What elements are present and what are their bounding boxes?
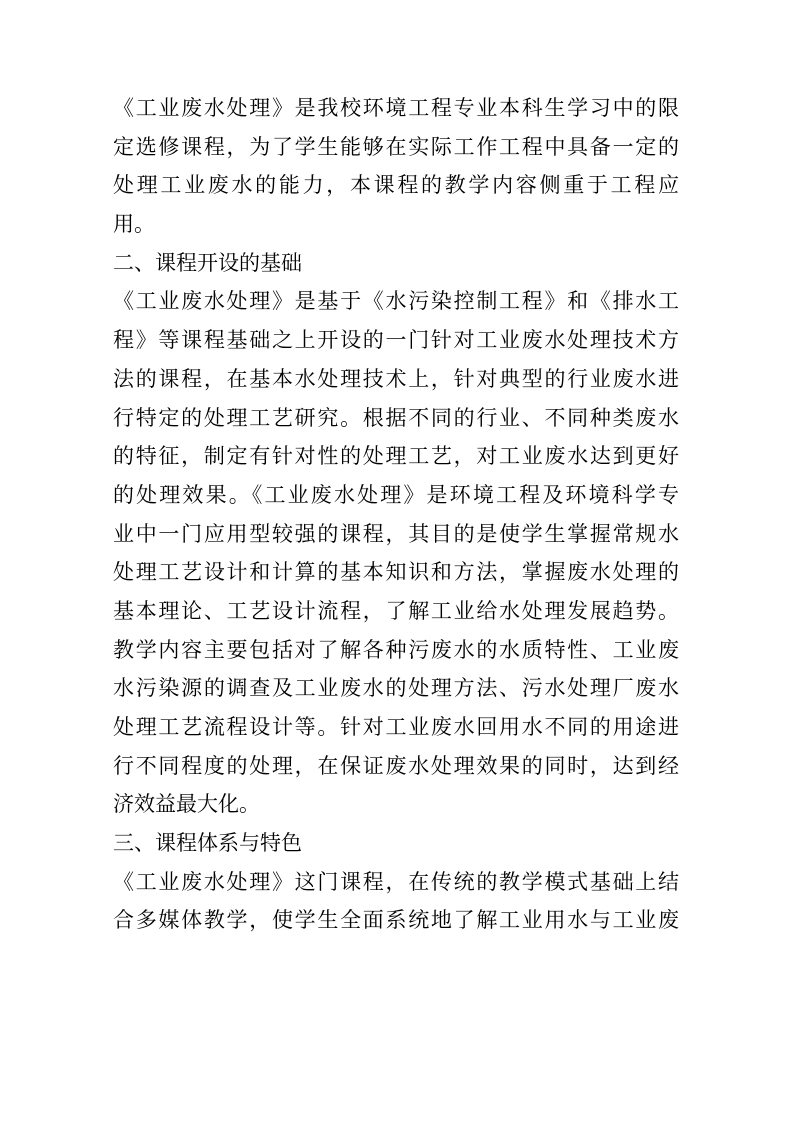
text-line: 行不同程度的处理，在保证废水处理效果的同时，达到经 xyxy=(113,753,679,778)
text-line: 合多媒体教学，使学生全面系统地了解工业用水与工业废 xyxy=(113,908,679,933)
text-line: 《工业废水处理》这门课程，在传统的教学模式基础上结 xyxy=(113,869,679,894)
text-line: 《工业废水处理》是基于《水污染控制工程》和《排水工 xyxy=(113,289,679,314)
text-line: 济效益最大化。 xyxy=(113,792,260,817)
paragraph-course-intro xyxy=(113,89,679,244)
text-line: 业中一门应用型较强的课程，其目的是使学生掌握常规水 xyxy=(113,521,679,546)
text-line: 行特定的处理工艺研究。根据不同的行业、不同种类废水 xyxy=(113,405,679,430)
text-line: 处理工艺流程设计等。针对工业废水回用水不同的用途进 xyxy=(113,715,679,739)
text-line: 水污染源的调查及工业废水的处理方法、污水处理厂废水 xyxy=(113,676,679,701)
text-line: 教学内容主要包括对了解各种污废水的水质特性、工业废 xyxy=(113,637,679,662)
text-line: 《工业废水处理》是我校环境工程专业本科生学习中的限 xyxy=(113,96,679,120)
text-line: 用。 xyxy=(113,212,155,237)
text-line: 处理工艺设计和计算的基本知识和方法，掌握废水处理的 xyxy=(113,560,679,585)
text-line: 定选修课程，为了学生能够在实际工作工程中具备一定的 xyxy=(113,134,679,159)
text-line: 基本理论、工艺设计流程，了解工业给水处理发展趋势。 xyxy=(113,598,679,623)
document-body xyxy=(113,89,679,940)
section-heading-system: 三、课程体系与特色 xyxy=(113,831,302,856)
text-line: 的特征，制定有针对性的处理工艺，对工业废水达到更好 xyxy=(113,444,679,469)
paragraph-course-system xyxy=(113,863,679,940)
text-line: 程》等课程基础之上开设的一门针对工业废水处理技术方 xyxy=(113,328,679,353)
text-line: 法的课程，在基本水处理技术上，针对典型的行业废水进 xyxy=(113,366,679,391)
text-line: 处理工业废水的能力，本课程的教学内容侧重于工程应 xyxy=(113,173,679,198)
paragraph-course-basis xyxy=(113,282,679,824)
section-heading-basis: 二、课程开设的基础 xyxy=(113,250,302,275)
text-line: 的处理效果。《工业废水处理》是环境工程及环境科学专 xyxy=(113,482,679,507)
